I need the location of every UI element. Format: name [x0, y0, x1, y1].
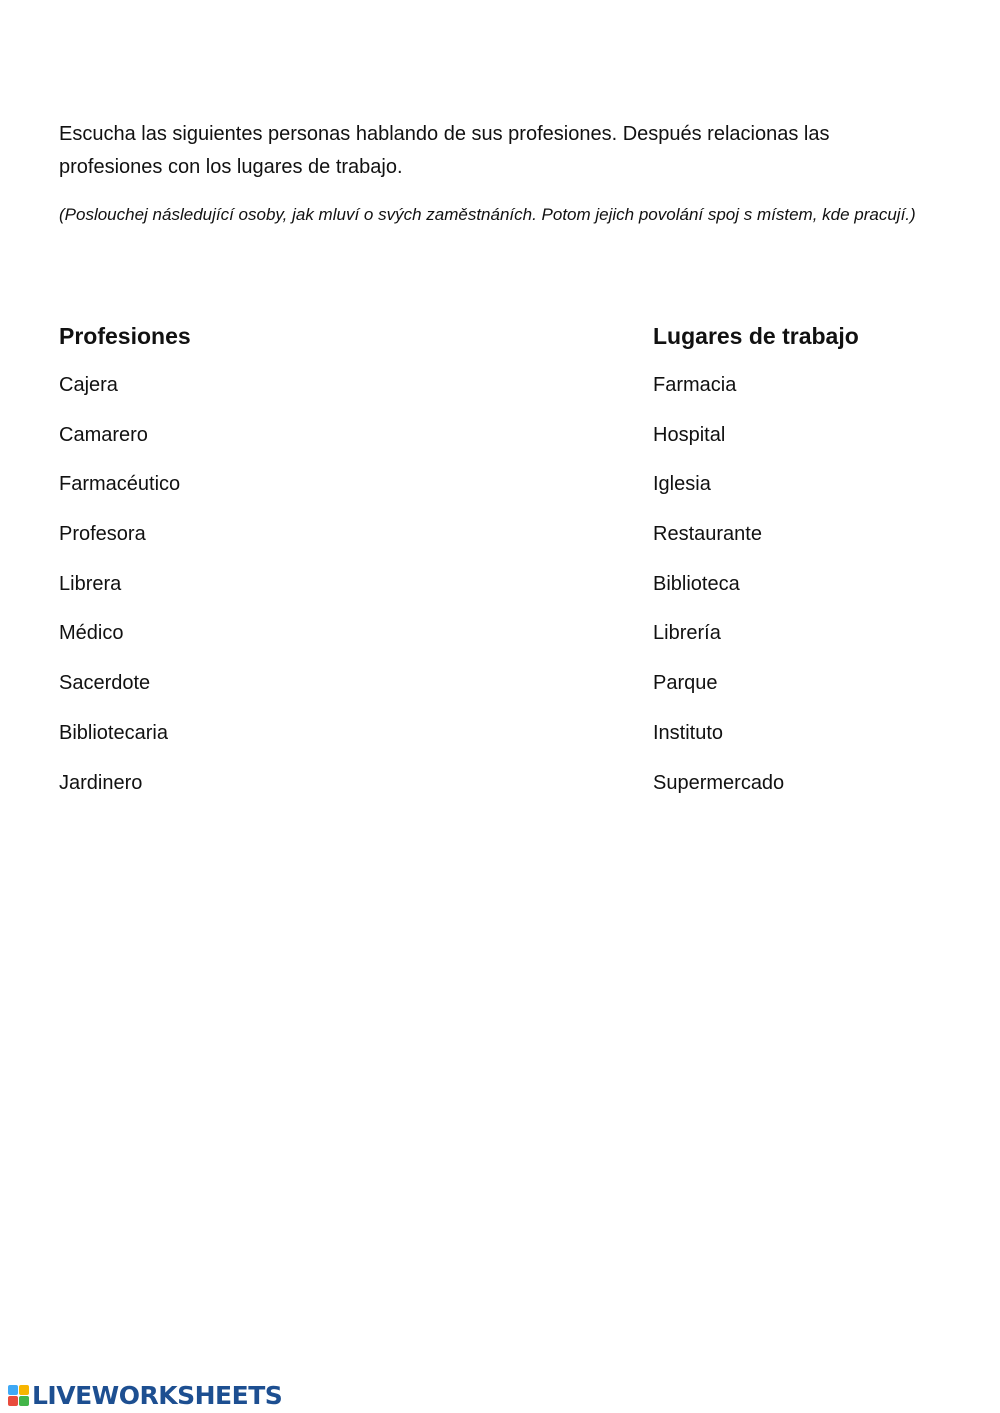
profession-item: Sacerdote — [59, 672, 151, 695]
logo-blocks-icon — [8, 1385, 29, 1406]
workplace-item: Hospital — [653, 423, 726, 446]
workplaces-heading: Lugares de trabajo — [653, 323, 859, 349]
workplaces-list — [653, 371, 859, 818]
workplace-item: Librería — [653, 622, 721, 645]
profession-item: Camarero — [59, 423, 148, 446]
workplace-item: Supermercado — [653, 771, 785, 794]
logo-block — [8, 1396, 18, 1406]
workplace-item: Farmacia — [653, 374, 737, 396]
instructions-text: Escucha las siguientes personas hablando de sus profesiones. Después relacionas las profesiones con los lugares de trabajo. — [59, 123, 830, 178]
workplace-item: Iglesia — [653, 473, 711, 496]
instructions-translation: (Poslouchej následující osoby, jak mluví o svých zaměstnáních. Potom jejich povolání spoj s místem, kde pracují.) — [59, 205, 916, 224]
profession-item: Librera — [59, 572, 122, 595]
workplace-item: Biblioteca — [653, 572, 740, 595]
professions-list — [59, 371, 191, 818]
professions-heading: Profesiones — [59, 323, 191, 349]
logo-block — [19, 1396, 29, 1406]
workplace-item: Parque — [653, 672, 718, 695]
workplace-item: Restaurante — [653, 523, 762, 546]
logo-block — [19, 1385, 29, 1395]
profession-item: Bibliotecaria — [59, 721, 168, 744]
profession-item: Médico — [59, 622, 124, 645]
professions-column — [59, 318, 191, 818]
logo-text: LIVEWORKSHEETS — [32, 1380, 283, 1410]
logo-block — [8, 1385, 18, 1395]
profession-item: Profesora — [59, 523, 146, 546]
workplace-item: Instituto — [653, 721, 724, 744]
profession-item: Cajera — [59, 374, 118, 396]
profession-item: Farmacéutico — [59, 473, 181, 496]
workplaces-column — [653, 318, 859, 818]
liveworksheets-logo — [8, 1381, 282, 1409]
profession-item: Jardinero — [59, 771, 143, 794]
